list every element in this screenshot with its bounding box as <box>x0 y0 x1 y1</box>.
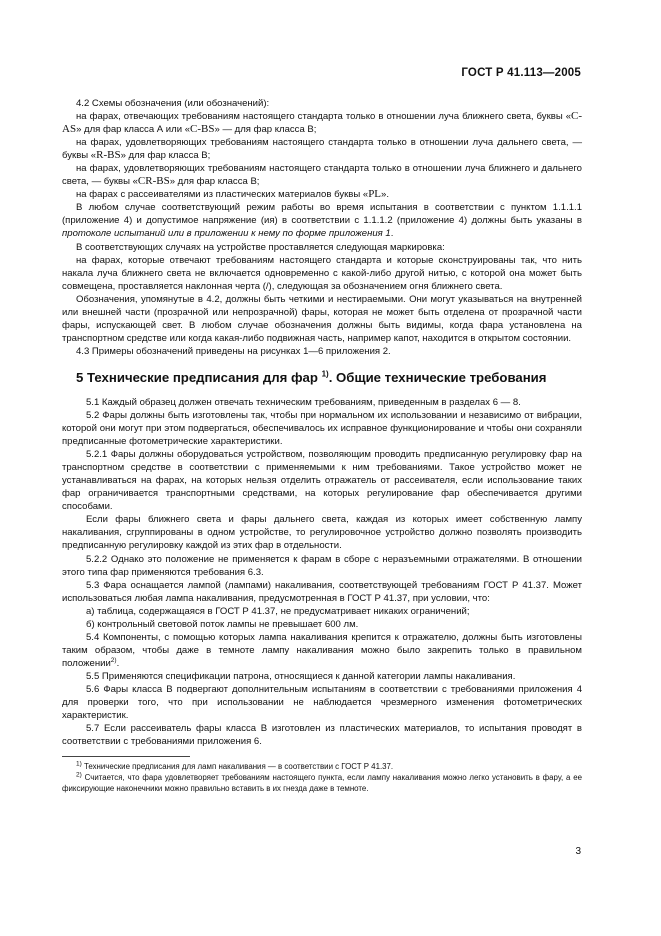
clause-4-2-item-1: на фарах, отвечающих требованиям настоящего стандарта только в отношении луча ближнего света, буквы «C-AS» для фар класса А или «C-BS» — для фар класса В; <box>62 110 582 136</box>
footnote-ref-2: 2) <box>110 656 117 664</box>
clause-5-5: 5.5 Применяются спецификации патрона, относящиеся к данной категории лампы накаливания. <box>86 670 516 682</box>
page-header-standard-code: ГОСТ Р 41.113—2005 <box>461 67 581 79</box>
clause-4-2-title: 4.2 Схемы обозначения (или обозначений): <box>76 98 270 109</box>
clause-5-6: 5.6 Фары класса В подвергают дополнительным испытаниям в соответствии с требованиями приложения 4 для проверки того, что при использовании не наблюдается чрезмерного изменения фотометрических характеристик. <box>62 683 582 722</box>
clause-4-2-para-legibility: Обозначения, упомянутые в 4.2, должны быть четкими и нестираемыми. Они могут указываться на внутренней или внешней части (прозрачной или непрозрачной) фары, которая не может быть отделена от прозрачной части фары, испускающей свет. В любом случае обозначения должны быть видимы, когда фара установлена на транспортном средстве или когда какая-либо подвижная часть, например капот, находится в открытом состоянии. <box>62 293 582 344</box>
footnote-2: $^{2)}$ Считается, что фара удовлетворяет требованиям настоящего пункта, если лампу накаливания можно легко установить в фару, а ее фиксирующие наконечники можно правильно вставить в их гнезда даже в темноте. <box>62 771 582 794</box>
clause-4-2-para-mode: В любом случае соответствующий режим работы во время испытания в соответствии с пунктом 1.1.1.1 (приложение 4) и допустимое напряжение (ия) в соответствии с 1.1.1.2 (приложение 4) должны быть указаны в протоколе испытаний или в приложении к нему по форме приложения 1. <box>62 202 582 240</box>
section-5-heading: 5 Технические предписания для фар $^{1)}$. Общие технические требования <box>76 369 547 385</box>
clause-5-2-1-grouped: Если фары ближнего света и фары дальнего света, каждая из которых имеет собственную лампу накаливания, сгруппированы в одном устройстве, то регулировочное устройство должно позволять производить предписанную регулировку каждой из этих фар в отдельности. <box>62 514 582 552</box>
marking-pl: PL <box>368 188 382 201</box>
clause-5-2-1: 5.2.1 Фары должны оборудоваться устройством, позволяющим проводить предписанную регулировку фар на транспортном средстве в соответствии с применяемыми к ним требованиями. Такое устройство может не устанавливаться на фарах, на которых нельзя отделить отражатель от рассеивателя, если использование таких фар ограничивается транспортными средствами, на которых регулирование фар обеспечивается другими способами. <box>62 449 582 513</box>
clause-5-7: 5.7 Если рассеиватель фары класса В изготовлен из пластических материалов, то испытания проводят в соответствии с требованиями приложения 6. <box>62 723 582 748</box>
page-number: 3 <box>575 846 581 857</box>
clause-4-3: 4.3 Примеры обозначений приведены на рисунках 1—6 приложения 2. <box>76 345 391 357</box>
clause-5-3-a: а) таблица, содержащаяся в ГОСТ Р 41.37, не предусматривает никаких ограничений; <box>86 605 470 617</box>
footnote-1: $^{1)}$ Технические предписания для ламп накаливания — в соответствии с ГОСТ Р 41.37. <box>76 760 394 772</box>
clause-5-4: 5.4 Компоненты, с помощью которых лампа накаливания крепится к отражателю, должны быть изготовлены таким образом, чтобы даже в темноте лампу накаливания можно было закрепить только в правильном положении$^{2)}$. <box>62 631 582 669</box>
clause-4-2-para-slash: на фарах, которые отвечают требованиям настоящего стандарта и которые сконструированы так, что нить накала луча ближнего света не включается одновременно с какой-либо другой нитью, с которой она может быть совмещена, проставляется наклонная черта (/), следующая за обозначением огня ближнего света. <box>62 254 582 292</box>
section-5-footnote-ref: 1) <box>321 369 329 379</box>
clause-4-2-item-4: на фарах с рассеивателями из пластических материалов буквы «PL». <box>76 188 389 201</box>
marking-cr-bs: CR-BS <box>137 175 170 188</box>
clause-5-3: 5.3 Фара оснащается лампой (лампами) накаливания, соответствующей требованиям ГОСТ Р 41.37. Может использоваться любая лампа накаливания, предусмотренная в ГОСТ Р 41.37, при условии, что: <box>62 579 582 604</box>
document-body <box>62 97 582 794</box>
clause-5-1: 5.1 Каждый образец должен отвечать техническим требованиям, приведенным в разделах 6 — 8. <box>86 396 521 408</box>
marking-c-as: C-AS <box>62 110 582 136</box>
marking-c-bs: C-BS <box>190 123 215 136</box>
marking-r-bs: R-BS <box>96 149 121 162</box>
clause-4-2-item-2: на фарах, удовлетворяющих требованиям настоящего стандарта только в отношении луча дальнего света, — буквы «R-BS» для фар класса В; <box>62 137 582 162</box>
footnote-divider <box>62 756 190 757</box>
clause-5-3-b: б) контрольный световой поток лампы не превышает 600 лм. <box>86 618 359 630</box>
clause-4-2-para-marking: В соответствующих случаях на устройстве проставляется следующая маркировка: <box>76 241 445 253</box>
clause-5-2: 5.2 Фары должны быть изготовлены так, чтобы при нормальном их использовании и независимо от вибрации, которой они могут при этом подвергаться, обеспечивалось их исправное функционирование и чтобы они сохраняли предписанные фотометрические характеристики. <box>62 409 582 448</box>
clause-5-2-2: 5.2.2 Однако это положение не применяется к фарам в сборе с неразъемными отражателями. В отношении этого типа фар применяются требования 6.3. <box>62 553 582 578</box>
clause-4-2-item-3: на фарах, удовлетворяющих требованиям настоящего стандарта только в отношении луча ближнего и дальнего света, — буквы «CR-BS» для фар класса В; <box>62 163 582 188</box>
